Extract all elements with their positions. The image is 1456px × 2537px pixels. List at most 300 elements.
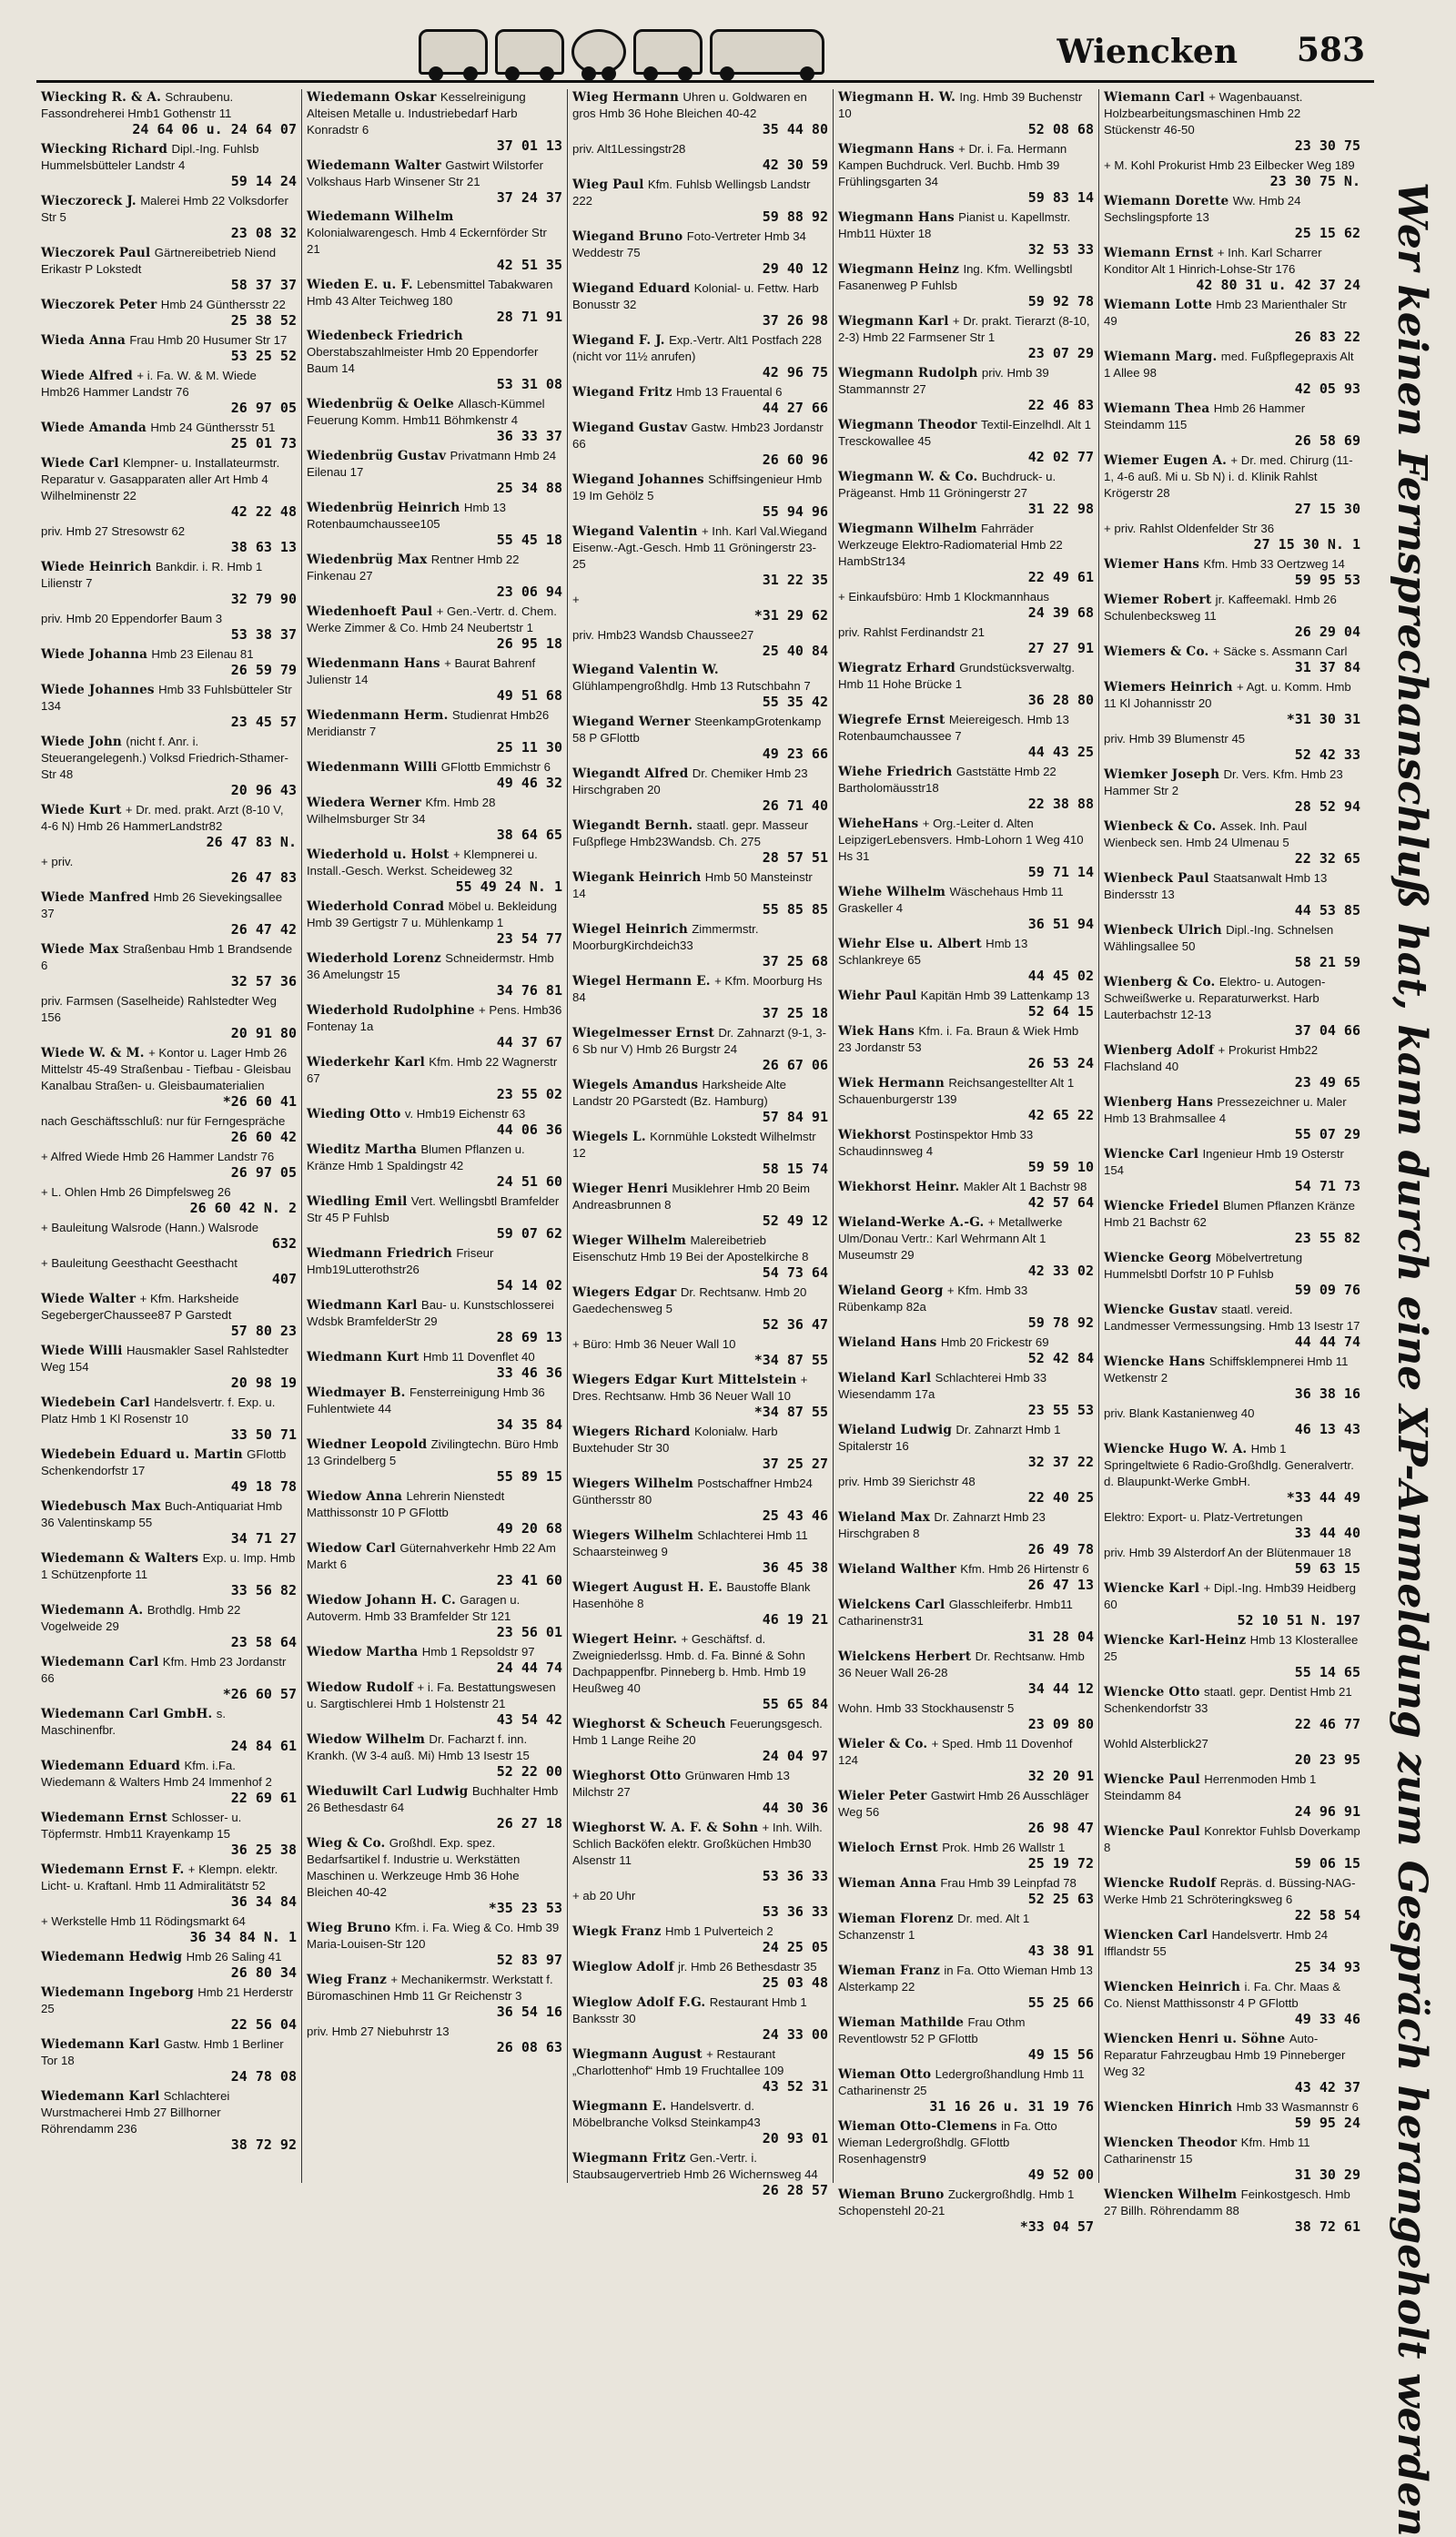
phone-number: 26 49 78 — [1027, 1541, 1094, 1558]
phone-number: 53 31 08 — [496, 376, 562, 392]
car-icon — [633, 29, 703, 75]
entry-name: Wiedemann Wilhelm — [307, 209, 454, 224]
entry-detail: + priv. — [41, 855, 74, 868]
directory-entry — [838, 2118, 1094, 2183]
phone-number: 52 25 63 — [1027, 1891, 1094, 1907]
phone-number: 24 96 91 — [1294, 1803, 1360, 1820]
entry-detail: priv. Hmb 39 Stammannstr 27 — [838, 366, 1049, 396]
directory-entry — [1104, 1509, 1360, 1541]
directory-entry — [572, 523, 828, 588]
entry-detail: Oberstabszahlmeister Hmb 20 Eppendorfer Baum 14 — [307, 345, 539, 375]
entry-name: Wiegmann E. — [572, 2099, 667, 2114]
directory-entry — [572, 89, 828, 137]
phone-number: 25 34 93 — [1294, 1959, 1360, 1975]
entry-detail: Auto-Reparatur Fahrzeugbau Hmb 19 Pinneberger Weg 32 — [1104, 2032, 1346, 2078]
phone-number: 37 24 37 — [496, 189, 562, 206]
entry-name: Wiedemann Hedwig — [41, 1950, 183, 1964]
phone-number: 52 49 12 — [762, 1213, 828, 1229]
entry-detail: + i. Fa. W. & M. Wiede Hmb26 Hammer Landstr 76 — [41, 369, 257, 399]
entry-name: Wieglow Adolf — [572, 1960, 674, 1974]
phone-number: 26 27 18 — [496, 1815, 562, 1832]
directory-entry — [41, 1810, 297, 1858]
entry-detail: Dr. med. Alt 1 Schanzenstr 1 — [838, 1912, 1030, 1942]
phone-number: 22 69 61 — [230, 1790, 297, 1806]
phone-number: 42 22 48 — [230, 503, 297, 520]
phone-number: 28 57 51 — [762, 849, 828, 866]
entry-detail: staatl. vereid. Landmesser Vermessungsing. Hmb 13 Isestr 17 — [1104, 1303, 1360, 1333]
entry-name: Wiemer Hans — [1104, 557, 1200, 572]
directory-entry — [1104, 766, 1360, 815]
entry-detail: Handelsvertr. d. Möbelbranche Volksd Steinkamp43 — [572, 2099, 761, 2129]
directory-entry — [572, 1372, 828, 1420]
directory-entry — [838, 1283, 1094, 1331]
phone-number: 59 88 92 — [762, 208, 828, 225]
directory-entry — [572, 384, 828, 416]
directory-entry — [1104, 1545, 1360, 1577]
entry-detail: Dr. Zahnarzt Hmb 23 Hirschgraben 8 — [838, 1510, 1046, 1540]
phone-number: 26 60 42 N. 2 — [189, 1200, 297, 1216]
phone-number: 23 55 82 — [1294, 1230, 1360, 1246]
directory-entry — [1104, 297, 1360, 345]
phone-number: 34 44 12 — [1027, 1680, 1094, 1697]
entry-name: Wiegmann H. W. — [838, 90, 956, 105]
directory-entry — [1104, 1405, 1360, 1437]
entry-detail: + Prokurist Hmb22 Flachsland 40 — [1104, 1043, 1319, 1073]
directory-entry — [838, 1788, 1094, 1836]
entry-detail: Kolonial- u. Fettw. Harb Bonusstr 32 — [572, 281, 819, 311]
phone-number: 36 38 16 — [1294, 1385, 1360, 1402]
directory-entry — [838, 521, 1094, 585]
entry-name: Wiedmann Kurt — [307, 1350, 420, 1365]
directory-entry — [838, 141, 1094, 206]
entry-detail: Frau Othm Reventlowstr 52 P GFlottb — [838, 2015, 1026, 2045]
directory-entry — [838, 1179, 1094, 1211]
directory-entry — [307, 1835, 562, 1916]
entry-detail: priv. Hmb23 Wandsb Chaussee27 — [572, 628, 754, 642]
entry-name: Wiede John — [41, 735, 122, 749]
directory-entry — [41, 420, 297, 452]
entry-detail: Klempner- u. Installateurmstr. Reparatur v. Gasapparaten aller Art Hmb 4 Wilhelminenstr 22 — [41, 456, 280, 502]
phone-number: 26 67 06 — [762, 1057, 828, 1073]
entry-detail: Kfm. Hmb 22 Wagnerstr 67 — [307, 1055, 558, 1085]
phone-number: 44 53 85 — [1294, 902, 1360, 918]
entry-detail: Bau- u. Kunstschlosserei Wdsbk BramfelderStr 29 — [307, 1298, 554, 1328]
entry-name: Wiecking R. & A. — [41, 90, 162, 105]
phone-number: 55 35 42 — [762, 694, 828, 710]
directory-entry — [307, 1436, 562, 1485]
phone-number: 36 33 37 — [496, 428, 562, 444]
entry-name: Wiemer Eugen A. — [1104, 453, 1228, 468]
directory-entry — [41, 802, 297, 850]
entry-detail: + L. Ohlen Hmb 26 Dimpfelsweg 26 — [41, 1185, 231, 1199]
directory-entry — [572, 1994, 828, 2043]
entry-name: Wiegmann W. & Co. — [838, 470, 978, 484]
phone-number: 43 38 91 — [1027, 1943, 1094, 1959]
entry-detail: Handelsvertr. Hmb 24 Ifflandstr 55 — [1104, 1928, 1329, 1958]
entry-detail: Friseur Hmb19Lutterothstr26 — [307, 1246, 494, 1276]
directory-entry — [838, 261, 1094, 310]
entry-name: Wieland-Werke A.-G. — [838, 1215, 985, 1230]
directory-columns — [36, 89, 1365, 2235]
entry-name: Wiedenmann Willi — [307, 760, 438, 775]
entry-name: Wiemann Lotte — [1104, 298, 1212, 312]
entry-detail: Gastw. Hmb 1 Berliner Tor 18 — [41, 2037, 284, 2067]
entry-detail: Frau Hmb 39 Leinpfad 78 — [940, 1876, 1077, 1890]
entry-detail: Kfm. Hmb 28 Wilhelmsburger Str 34 — [307, 796, 496, 826]
entry-name: Wiegers Richard — [572, 1425, 691, 1439]
phone-number: 26 47 42 — [230, 921, 297, 938]
entry-name: Wiencke Friedel — [1104, 1199, 1219, 1213]
entry-detail: jr. Hmb 26 Bethesdastr 35 — [678, 1960, 817, 1974]
header-vehicle-illustration — [419, 29, 824, 75]
entry-name: Wiegmann Wilhelm — [838, 522, 977, 536]
entry-detail: + Werkstelle Hmb 11 Rödingsmarkt 64 — [41, 1914, 246, 1928]
entry-name: Wieglow Adolf F.G. — [572, 1995, 706, 2010]
entry-name: Wiedenbrüg Gustav — [307, 449, 447, 463]
directory-entry — [1104, 679, 1360, 727]
entry-name: Wiegers Wilhelm — [572, 1528, 693, 1543]
phone-number: 20 91 80 — [230, 1025, 297, 1041]
phone-number: 49 18 78 — [230, 1478, 297, 1495]
entry-name: Wienberg & Co. — [1104, 975, 1216, 989]
phone-number: 32 57 36 — [230, 973, 297, 989]
entry-detail: + Kfm. Moorburg Hs 84 — [572, 974, 823, 1004]
entry-name: Wienbeck Ulrich — [1104, 923, 1222, 938]
phone-number: 26 29 04 — [1294, 624, 1360, 640]
directory-entry — [838, 1963, 1094, 2011]
phone-number: 24 04 97 — [762, 1748, 828, 1764]
directory-entry — [41, 1343, 297, 1391]
entry-name: Wieman Bruno — [838, 2187, 945, 2202]
phone-number: 33 44 40 — [1294, 1525, 1360, 1541]
entry-detail: Kfm. i. Fa. Wieg & Co. Hmb 39 Maria-Louisen-Str 120 — [307, 1921, 560, 1951]
directory-entry — [572, 141, 828, 173]
directory-entry — [838, 1334, 1094, 1366]
directory-entry — [307, 1297, 562, 1345]
entry-name: Wiegels Amandus — [572, 1078, 699, 1092]
directory-entry — [572, 1077, 828, 1125]
directory-entry — [572, 2098, 828, 2146]
phone-number: 22 46 83 — [1027, 397, 1094, 413]
entry-detail: Hmb 1 Repsoldstr 97 — [421, 1645, 535, 1659]
phone-number: 59 92 78 — [1027, 293, 1094, 310]
directory-entry — [838, 589, 1094, 621]
phone-number: 46 13 43 — [1294, 1421, 1360, 1437]
phone-number: 20 96 43 — [230, 782, 297, 798]
directory-entry — [307, 1540, 562, 1588]
entry-detail: Schlachterei Hmb 11 Schaarsteinweg 9 — [572, 1528, 808, 1558]
entry-name: Wiemann Dorette — [1104, 194, 1229, 208]
entry-name: Wieghorst W. A. F. & Sohn — [572, 1821, 759, 1835]
entry-name: Wiemer Robert — [1104, 593, 1212, 607]
directory-entry — [572, 766, 828, 814]
entry-name: Wiedenbrüg Max — [307, 553, 428, 567]
entry-detail: Schiffsklempnerei Hmb 11 Wetkenstr 2 — [1104, 1355, 1349, 1385]
phone-number: 55 89 15 — [496, 1468, 562, 1485]
entry-name: Wiederhold u. Holst — [307, 847, 450, 862]
directory-entry — [1104, 2031, 1360, 2096]
entry-name: Wiegand Valentin — [572, 524, 698, 539]
entry-detail: i. Fa. Chr. Maas & Co. Nienst Matthissonstr 4 P GFlottb — [1104, 1980, 1340, 2010]
directory-entry — [307, 1783, 562, 1832]
directory-entry — [41, 332, 297, 364]
entry-name: Wiegelmesser Ernst — [572, 1026, 714, 1040]
directory-entry — [572, 1768, 828, 1816]
entry-detail: + Alfred Wiede Hmb 26 Hammer Landstr 76 — [41, 1150, 275, 1163]
entry-name: Wieland Karl — [838, 1371, 932, 1385]
directory-entry — [838, 816, 1094, 880]
phone-number: 52 36 47 — [762, 1316, 828, 1333]
entry-detail: in Fa. Otto Wieman Hmb 13 Alsterkamp 22 — [838, 1964, 1093, 1994]
phone-number: 28 52 94 — [1294, 798, 1360, 815]
entry-detail: Dr. Chemiker Hmb 23 Hirschgraben 20 — [572, 766, 808, 797]
entry-detail: Hmb 20 Frickestr 69 — [940, 1335, 1049, 1349]
phone-number: 59 78 92 — [1027, 1314, 1094, 1331]
entry-name: Wiegand Johannes — [572, 472, 704, 487]
entry-name: Wieg & Co. — [307, 1836, 386, 1851]
phone-number: 31 22 35 — [762, 572, 828, 588]
phone-number: 42 80 31 u. 42 37 24 — [1196, 277, 1360, 293]
entry-name: Wiede Heinrich — [41, 560, 152, 574]
directory-entry — [307, 552, 562, 600]
entry-detail: staatl. gepr. Dentist Hmb 21 Schenkendorfstr 33 — [1104, 1685, 1352, 1715]
phone-number: 22 32 65 — [1294, 850, 1360, 867]
phone-number: 37 25 68 — [762, 953, 828, 969]
directory-entry — [1104, 521, 1360, 553]
entry-detail: Hmb 26 Sievekingsallee 37 — [41, 890, 283, 920]
phone-number: 58 15 74 — [762, 1161, 828, 1177]
entry-detail: Reichsangestellter Alt 1 Schauenburgerstr 139 — [838, 1076, 1075, 1106]
phone-number: 22 58 54 — [1294, 1907, 1360, 1923]
directory-entry — [41, 889, 297, 938]
directory-entry — [307, 1679, 562, 1728]
entry-detail: jr. Kaffeemakl. Hmb 26 Schulenbecksweg 11 — [1104, 593, 1337, 623]
entry-detail: + — [572, 593, 580, 606]
entry-name: Wiek Hans — [838, 1024, 915, 1039]
entry-detail: + Agt. u. Komm. Hmb 11 Kl Johannisstr 20 — [1104, 680, 1351, 710]
entry-name: Wiemann Ernst — [1104, 246, 1214, 260]
entry-name: Wiegandt Bernh. — [572, 818, 693, 833]
entry-name: Wiede Max — [41, 942, 119, 957]
phone-number: 24 78 08 — [230, 2068, 297, 2085]
phone-number: 26 80 34 — [230, 1964, 297, 1981]
directory-entry — [307, 759, 562, 791]
entry-name: Wieloch Ernst — [838, 1841, 938, 1855]
directory-entry — [41, 89, 297, 137]
entry-name: Wiegert August H. E. — [572, 1580, 723, 1595]
directory-entry — [1104, 1198, 1360, 1246]
directory-entry — [1104, 1354, 1360, 1402]
entry-name: Wiegel Heinrich — [572, 922, 688, 937]
phone-number: 36 28 80 — [1027, 692, 1094, 708]
entry-detail: Blumen Pflanzen u. Kränze Hmb 1 Spaldingstr 42 — [307, 1142, 525, 1172]
entry-name: Wiegand F. J. — [572, 333, 665, 348]
entry-detail: Zuckergroßhdlg. Hmb 1 Schopenstehl 20-21 — [838, 2187, 1075, 2217]
directory-entry — [572, 1923, 828, 1955]
phone-number: 49 33 46 — [1294, 2011, 1360, 2027]
entry-detail: Frau Hmb 20 Husumer Str 17 — [129, 333, 288, 347]
directory-entry — [838, 1561, 1094, 1593]
phone-number: 42 30 59 — [762, 157, 828, 173]
entry-name: Wiederkehr Karl — [307, 1055, 425, 1070]
phone-number: 52 42 33 — [1294, 746, 1360, 763]
directory-entry — [1104, 1441, 1360, 1506]
entry-detail: priv. Hmb 39 Sierichstr 48 — [838, 1475, 976, 1488]
directory-entry — [307, 950, 562, 999]
entry-name: Wiedow Rudolf — [307, 1680, 414, 1695]
entry-detail: Kfm. Hmb 33 Oertzweg 14 — [1203, 557, 1345, 571]
entry-detail: + Dr. med. Chirurg (11-1, 4-6 auß. Mi u. Sb N) i. d. Klinik Rahlst Krögerstr 28 — [1104, 453, 1353, 500]
entry-detail: + Bauleitung Walsrode (Hann.) Walsrode — [41, 1221, 259, 1234]
phone-number: 55 14 65 — [1294, 1664, 1360, 1680]
entry-name: Wiedemann Walter — [307, 158, 442, 173]
phone-number: 44 44 74 — [1294, 1334, 1360, 1350]
directory-entry — [307, 1245, 562, 1294]
phone-number: 25 38 52 — [230, 312, 297, 329]
directory-entry — [1104, 592, 1360, 640]
entry-detail: Dr. Rechtsanw. Hmb 20 Gaedechensweg 5 — [572, 1285, 807, 1315]
directory-entry — [1104, 922, 1360, 970]
entry-detail: Hmb 13 Schlankreye 65 — [838, 937, 1028, 967]
phone-number: *34 87 55 — [753, 1352, 828, 1368]
phone-number: 26 58 69 — [1294, 432, 1360, 449]
entry-name: Wiencke Hugo W. A. — [1104, 1442, 1248, 1456]
phone-number: 23 58 64 — [230, 1634, 297, 1650]
phone-number: 53 36 33 — [762, 1868, 828, 1884]
phone-number: 27 15 30 N. 1 — [1253, 536, 1360, 553]
phone-number: 26 47 83 N. — [206, 834, 297, 850]
directory-entry — [838, 89, 1094, 137]
entry-name: Wiencke Karl-Heinz — [1104, 1633, 1247, 1648]
entry-name: Wieman Anna — [838, 1876, 936, 1891]
phone-number: 36 25 38 — [230, 1842, 297, 1858]
directory-entry — [1104, 818, 1360, 867]
directory-entry — [41, 1291, 297, 1339]
directory-entry — [572, 714, 828, 762]
entry-detail: Gastw. Hmb23 Jordanstr 66 — [572, 421, 824, 451]
directory-entry — [572, 592, 828, 624]
directory-entry — [307, 1193, 562, 1242]
phone-number: 44 27 66 — [762, 400, 828, 416]
entry-name: Wiegrefe Ernst — [838, 713, 945, 727]
directory-entry — [41, 559, 297, 607]
entry-name: Wiegmann Heinz — [838, 262, 960, 277]
directory-entry — [572, 1181, 828, 1229]
entry-detail: Hmb 1 Springeltwiete 6 Radio-Großhdlg. Generalvertr. d. Blaupunkt-Werke GmbH. — [1104, 1442, 1354, 1488]
entry-name: Wiedemann Ernst — [41, 1811, 168, 1825]
car-icon — [419, 29, 488, 75]
entry-detail: Repräs. d. Büssing-NAG-Werke Hmb 21 Schröteringksweg 6 — [1104, 1876, 1356, 1906]
entry-detail: Hmb 26 Saling 41 — [186, 1950, 282, 1964]
phone-number: 23 55 53 — [1027, 1402, 1094, 1418]
phone-number: 36 34 84 — [230, 1893, 297, 1910]
entry-name: Wiegank Heinrich — [572, 870, 702, 885]
entry-detail: Feuerungsgesch. Hmb 1 Lange Reihe 20 — [572, 1717, 823, 1747]
entry-detail: Kfm. i. Fa. Braun & Wiek Hmb 23 Jordanstr 53 — [838, 1024, 1079, 1054]
entry-detail: Schlosser- u. Töpfermstr. Hmb11 Krayenkamp 15 — [41, 1811, 242, 1841]
entry-detail: Hmb 23 Eilenau 81 — [151, 647, 254, 661]
phone-number: 23 54 77 — [496, 930, 562, 947]
entry-detail: med. Fußpflegepraxis Alt 1 Allee 98 — [1104, 350, 1354, 380]
entry-detail: priv. Hmb 27 Stresowstr 62 — [41, 524, 186, 538]
entry-name: Wiegandt Alfred — [572, 766, 689, 781]
phone-number: 31 30 29 — [1294, 2167, 1360, 2183]
phone-number: 38 72 61 — [1294, 2218, 1360, 2235]
directory-entry — [307, 2024, 562, 2055]
directory-entry — [307, 277, 562, 325]
entry-name: Wiehr Paul — [838, 989, 917, 1003]
side-notice — [1379, 182, 1442, 2537]
phone-number: 32 53 33 — [1027, 241, 1094, 258]
directory-entry — [572, 1284, 828, 1333]
directory-entry — [307, 1349, 562, 1381]
phone-number: 26 47 83 — [230, 869, 297, 886]
directory-entry — [838, 1474, 1094, 1506]
directory-entry — [307, 448, 562, 496]
entry-name: Wiede Manfred — [41, 890, 150, 905]
entry-detail: Malereibetrieb Eisenschutz Hmb 19 Bei der Apostelkirche 8 — [572, 1233, 809, 1263]
entry-detail: s. Maschinenfbr. — [41, 1707, 227, 1737]
entry-name: Wiedow Johann H. C. — [307, 1593, 456, 1608]
entry-name: Wiedebein Eduard u. Martin — [41, 1447, 243, 1462]
entry-name: Wiegmann Karl — [838, 314, 949, 329]
phone-number: 43 42 37 — [1294, 2079, 1360, 2096]
entry-detail: priv. Alt1Lessingstr28 — [572, 142, 686, 156]
entry-detail: + Klempnerei u. Install.-Gesch. Werkst. Scheideweg 32 — [307, 847, 538, 878]
entry-detail: Uhren u. Goldwaren en gros Hmb 36 Hohe Bleichen 40-42 — [572, 90, 807, 120]
entry-detail: Ing. Kfm. Wellingsbtl Fasanenweg P Fuhlsb — [838, 262, 1073, 292]
directory-entry — [572, 627, 828, 659]
phone-number: 42 96 75 — [762, 364, 828, 381]
phone-number: 25 15 62 — [1294, 225, 1360, 241]
phone-number: 52 83 97 — [496, 1952, 562, 1968]
entry-detail: Dipl.-Ing. Schnelsen Wählingsallee 50 — [1104, 923, 1334, 953]
directory-entry — [1104, 1632, 1360, 1680]
directory-entry — [1104, 1771, 1360, 1820]
entry-name: Wiedemann A. — [41, 1603, 144, 1618]
phone-number: 49 51 68 — [496, 687, 562, 704]
entry-name: Wieding Otto — [307, 1107, 401, 1121]
entry-name: Wiedemann & Walters — [41, 1551, 199, 1566]
entry-detail: Hmb 26 Hammer Steindamm 115 — [1104, 401, 1306, 431]
directory-column — [568, 89, 834, 2198]
directory-entry — [572, 1336, 828, 1368]
entry-name: Wieland Georg — [838, 1284, 944, 1298]
entry-detail: Schlachterei Hmb 33 Wiesendamm 17a — [838, 1371, 1047, 1401]
entry-name: Wieman Otto — [838, 2067, 932, 2082]
entry-detail: Schiffsingenieur Hmb 19 Im Gehölz 5 — [572, 472, 823, 502]
entry-detail: Exp.-Vertr. Alt1 Postfach 228 (nicht vor 11½ anrufen) — [572, 333, 822, 363]
phone-number: 20 93 01 — [762, 2130, 828, 2146]
directory-entry — [572, 1888, 828, 1920]
directory-entry — [1104, 644, 1360, 675]
directory-entry — [572, 1233, 828, 1281]
entry-detail: v. Hmb19 Eichenstr 63 — [404, 1107, 526, 1121]
phone-number: 31 28 04 — [1027, 1629, 1094, 1645]
entry-name: Wiegmann Fritz — [572, 2151, 686, 2166]
entry-detail: Schraubenu. Fassondreherei Hmb1 Gothenstr 11 — [41, 90, 234, 120]
directory-entry — [838, 712, 1094, 760]
directory-entry — [307, 898, 562, 947]
directory-entry — [572, 1476, 828, 1524]
entry-detail: Blumen Pflanzen Kränze Hmb 21 Bachstr 62 — [1104, 1199, 1355, 1229]
entry-detail: Dr. Rechtsanw. Hmb 36 Neuer Wall 26-28 — [838, 1649, 1085, 1679]
directory-entry — [41, 2088, 297, 2153]
directory-entry — [1104, 193, 1360, 241]
entry-name: Wieghorst & Scheuch — [572, 1717, 726, 1731]
entry-detail: Dr. Facharzt f. inn. Krankh. (W 3-4 auß. Mi) Hmb 13 Isestr 15 — [307, 1732, 530, 1762]
entry-detail: + Pens. Hmb36 Fontenay 1a — [307, 1003, 562, 1033]
